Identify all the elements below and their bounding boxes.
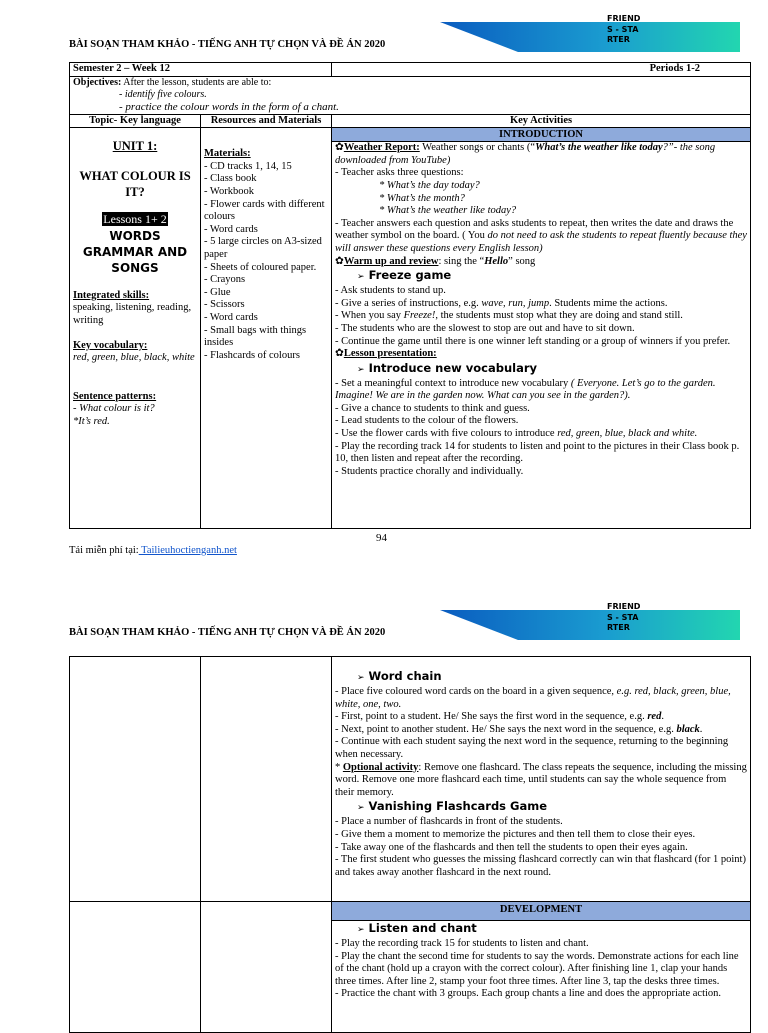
weather-text: Weather songs or chants (“ [419, 142, 536, 154]
unit-title: UNIT 1: [112, 139, 158, 154]
freeze-step [335, 310, 747, 323]
objective-1: - identify five colours. [119, 88, 207, 100]
word-chain-heading [335, 669, 747, 686]
footer-link[interactable]: Tailieuhoctienganh.net [138, 545, 237, 556]
warmup-label: Warm up and review [343, 255, 439, 267]
warmup-song: Hello [484, 255, 509, 267]
content-row [70, 657, 751, 902]
wc-step [335, 686, 747, 711]
introduce-vocab-title: Introduce new vocabulary [368, 360, 538, 375]
freeze-step: - The students who are the slowest to stop are out and have to sit down. [335, 322, 635, 334]
material-item: - Sheets of coloured paper. [204, 261, 317, 273]
presentation-label: Lesson presentation: [343, 348, 437, 360]
arrow-icon: ➢ [357, 673, 365, 683]
lessons-badge: Lessons 1+ 2 [103, 212, 167, 227]
intro-text: - Set a meaningful context to introduce new vocabulary [335, 377, 571, 389]
arrow-icon: ➢ [357, 364, 365, 375]
page-number: 94 [376, 532, 387, 544]
objective-2: - practice the colour words in the form of a chant. [119, 100, 339, 113]
wc-example: red [647, 711, 662, 723]
material-item: - Flashcards of colours [204, 349, 300, 361]
semester-cell: Semester 2 – Week 12 [70, 63, 332, 77]
weather-label: Weather Report: [343, 142, 420, 154]
optional-label: Optional activity [342, 761, 419, 773]
brand-logo-text: FRIENDS - STARTER [607, 14, 641, 44]
intro-text: - Use the flower cards with five colours to introduce [335, 428, 558, 440]
wc-step: - Continue with each student saying the next word in the sequence, returning to the beginning when necessary. [335, 736, 729, 760]
weather-song: What’s the weather like today [535, 142, 663, 154]
patterns-label: Sentence patterns: [73, 390, 157, 402]
unit-question: WHAT COLOUR IS IT? [79, 169, 191, 200]
introduce-vocab-heading [335, 361, 747, 378]
freeze-text: - When you say [335, 310, 404, 322]
wc-step: - Next, point to another student. He/ She says the next word in the sequence, e.g. black. [335, 723, 703, 735]
header-title: BÀI SOẠN THAM KHẢO - TIẾNG ANH TỰ CHỌN VÀ ĐỀ ÁN 2020 [69, 39, 386, 50]
freeze-game-heading [335, 268, 747, 285]
resources-cell-empty [201, 657, 332, 902]
wc-text: - Place five coloured word cards on the board in a given sequence, [335, 686, 617, 697]
development-band: DEVELOPMENT [332, 902, 750, 921]
teacher-answers [335, 218, 747, 256]
warmup [335, 256, 747, 269]
intro-step [335, 378, 747, 403]
brand-banner [440, 610, 740, 648]
content-row [70, 128, 751, 529]
material-item: - Word cards [204, 311, 258, 323]
vanishing-title: Vanishing Flashcards Game [368, 799, 548, 814]
warmup-text: : sing the “ [438, 255, 485, 267]
vf-step: - Place a number of flashcards in front of the students. [335, 816, 563, 828]
wc-example: e.g. red, black, green, blue, white, one, two. [335, 686, 731, 710]
question-1: * What’s the day today? [379, 179, 480, 191]
lc-step: - Practice the chant with 3 groups. Each group chants a line and does the appropriate action. [335, 988, 722, 1000]
arrow-icon: ➢ [357, 803, 365, 814]
teacher-asks: - Teacher asks three questions: [335, 167, 464, 179]
warmup-text-end: ” song [508, 255, 536, 267]
intro-step: - Give a chance to students to think and guess. [335, 402, 530, 414]
material-item: - Workbook [204, 185, 254, 197]
lesson-topics: WORDS GRAMMAR AND SONGS [82, 228, 188, 275]
material-item: - CD tracks 1, 14, 15 [204, 160, 292, 172]
vf-step: - Give them a moment to memorize the pictures and then tell them to close their eyes. [335, 828, 696, 840]
materials-label: Materials: [204, 148, 251, 160]
intro-colours: red, green, blue, black and white. [557, 428, 698, 440]
col-activities-header: Key Activities [332, 114, 751, 128]
listen-chant-title: Listen and chant [368, 921, 477, 935]
material-item: - Glue [204, 286, 231, 298]
wc-example: black [676, 723, 700, 735]
freeze-step [335, 298, 747, 311]
activities-cell [332, 128, 751, 529]
listen-chant-heading [335, 921, 747, 938]
column-header-row [70, 114, 751, 128]
col-topic-header: Topic- Key language [70, 114, 201, 128]
teacher-answers-note: do not need to ask the students to repeat fluently because they will answer these questions every English lesson) [335, 230, 747, 254]
weather-text-end: ?”- the song downloaded from YouTube) [335, 142, 716, 166]
wc-step: - First, point to a student. He/ She says the first word in the sequence, e.g. red. [335, 711, 664, 723]
material-item: - Word cards [204, 223, 258, 235]
weather-report [335, 142, 747, 167]
development-row [70, 902, 751, 1033]
intro-step: - Lead students to the colour of the flowers. [335, 415, 519, 427]
material-item: - Crayons [204, 274, 246, 286]
teacher-answers-text: - Teacher answers each question and asks students to repeat, then writes the date and draws the weather symbol on the board. ( You [335, 217, 734, 242]
introduction-band: INTRODUCTION [332, 128, 750, 142]
freeze-game-title: Freeze game [368, 268, 452, 283]
vocab-label: Key vocabulary: [73, 339, 148, 351]
lesson-plan-table-1 [69, 62, 751, 529]
topic-cell [70, 128, 201, 529]
freeze-step: - Continue the game until there is one winner left standing or a group of winners if you prefer. [335, 335, 731, 347]
material-item: - Small bags with things insides [204, 324, 307, 349]
intro-step [335, 428, 747, 441]
freeze-actions: wave, run, jump [481, 297, 550, 309]
objectives-label: Objectives: [73, 76, 122, 88]
word-chain-title: Word chain [368, 669, 442, 683]
header-title: BÀI SOẠN THAM KHẢO - TIẾNG ANH TỰ CHỌN VÀ ĐỀ ÁN 2020 [69, 627, 386, 638]
vocab-text: red, green, blue, black, white [73, 352, 195, 364]
lesson-presentation [335, 348, 747, 361]
footer [69, 545, 237, 556]
skills-text: speaking, listening, reading, writing [73, 302, 192, 326]
col-resources-header: Resources and Materials [201, 114, 332, 128]
objectives-cell [70, 76, 751, 114]
material-item: - Scissors [204, 299, 245, 311]
star-icon: ✿ [335, 142, 344, 154]
optional-text: : Remove one flashcard. The class repeats the sequence, including the missing word. Remove one more flashcard each time, until students can say the whole sequence from their memory. [335, 761, 747, 798]
periods-cell: Periods 1-2 [332, 63, 751, 77]
material-item: - Flower cards with different colours [204, 198, 325, 223]
topic-cell-empty [70, 902, 201, 1033]
vf-step: - Take away one of the flashcards and then tell the students to open their eyes again. [335, 841, 688, 853]
intro-context: ( Everyone. Let’s go to the garden. Imagine! We are in the garden now. What can you see in the garden?). [335, 377, 716, 402]
freeze-text: . Students mime the actions. [549, 297, 668, 309]
objectives-row [70, 76, 751, 114]
vanishing-heading [335, 799, 747, 816]
question-3: * What’s the weather like today? [379, 205, 517, 217]
semester-row [70, 63, 751, 77]
freeze-word: Freeze! [403, 310, 436, 322]
arrow-icon: ➢ [357, 925, 365, 935]
activities-cell [332, 902, 751, 1033]
topic-cell-empty [70, 657, 201, 902]
star-icon: ✿ [335, 255, 344, 267]
activities-cell [332, 657, 751, 902]
pattern-1: - What colour is it? [73, 403, 155, 415]
resources-cell-empty [201, 902, 332, 1033]
skills-label: Integrated skills: [73, 289, 150, 301]
question-2: * What’s the month? [379, 192, 465, 204]
optional-activity: * Optional activity: Remove one flashcard. The class repeats the sequence, including the missing word. Remove one more flashcard each time, until students can say the whole sequence from their memory. [335, 761, 747, 798]
intro-step: - Play the recording track 14 for students to listen and point to the pictures in their Class book p. 10, then listen and repeat after the recording. [335, 440, 740, 465]
lc-step: - Play the recording track 15 for students to listen and chant. [335, 938, 589, 949]
arrow-icon: ➢ [357, 272, 365, 283]
lesson-plan-table-2 [69, 656, 751, 1033]
resources-cell [201, 128, 332, 529]
lc-step: - Play the chant the second time for students to say the words. Demonstrate actions for each line of the chant (hold up a crayon with the correct colour). After finishing line 1, clap your hands three times. After line 2, stamp your foot three times. After line 3, tap the desks three times. [335, 950, 739, 987]
footer-label: Tải miễn phí tại: [69, 545, 139, 556]
vf-step: - The first student who guesses the missing flashcard correctly can win that flashcard (for 1 point) and takes away another flashcard in the next round. [335, 854, 746, 878]
intro-step: - Students practice chorally and individually. [335, 465, 524, 477]
freeze-text: , the students must stop what they are doing and stand still. [435, 310, 683, 322]
brand-logo-text: FRIENDS - STARTER [607, 602, 641, 632]
pattern-2: *It’s red. [73, 415, 110, 427]
freeze-text: - Give a series of instructions, e.g. [335, 297, 482, 309]
star-icon: ✿ [335, 348, 344, 360]
material-item: - Class book [204, 173, 257, 185]
objectives-intro: After the lesson, students are able to: [121, 76, 272, 88]
freeze-step: - Ask students to stand up. [335, 285, 446, 297]
brand-banner [440, 22, 740, 60]
material-item: - 5 large circles on A3-sized paper [204, 236, 322, 260]
wc-text: - First, point to a student. He/ She says the first word in the sequence, e.g. [335, 711, 648, 723]
wc-text: - Next, point to another student. He/ She says the next word in the sequence, e.g. [335, 723, 677, 735]
